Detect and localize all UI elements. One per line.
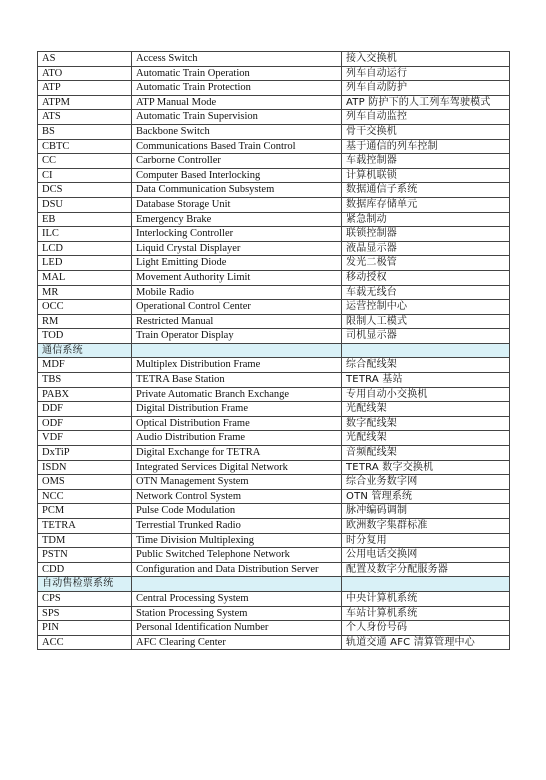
- table-row: [38, 533, 510, 548]
- table-row: [38, 300, 510, 315]
- table-row: [38, 183, 510, 198]
- table-row: [38, 241, 510, 256]
- english-term-cell: Terrestial Trunked Radio: [132, 519, 342, 534]
- table-row: [38, 402, 510, 417]
- chinese-term-cell: 移动授权: [342, 270, 510, 285]
- chinese-term-cell: 光配线架: [342, 431, 510, 446]
- table-row: [38, 475, 510, 490]
- chinese-term-cell: 专用自动小交换机: [342, 387, 510, 402]
- abbreviation-cell: AS: [38, 52, 132, 67]
- english-term-cell: Station Processing System: [132, 606, 342, 621]
- english-term-cell: Multiplex Distribution Frame: [132, 358, 342, 373]
- table-row: [38, 358, 510, 373]
- table-row: [38, 168, 510, 183]
- table-row: [38, 212, 510, 227]
- english-term-cell: Pulse Code Modulation: [132, 504, 342, 519]
- table-row: [38, 446, 510, 461]
- chinese-term-cell: TETRA 数字交换机: [342, 460, 510, 475]
- abbreviation-cell: MAL: [38, 270, 132, 285]
- table-row: [38, 66, 510, 81]
- abbreviation-cell: DCS: [38, 183, 132, 198]
- english-term-cell: Private Automatic Branch Exchange: [132, 387, 342, 402]
- abbreviation-cell: PSTN: [38, 548, 132, 563]
- table-row: [38, 562, 510, 577]
- abbreviation-cell: TBS: [38, 373, 132, 388]
- abbreviation-cell: RM: [38, 314, 132, 329]
- abbreviation-cell: CC: [38, 154, 132, 169]
- abbreviation-cell: CBTC: [38, 139, 132, 154]
- chinese-term-cell: 数据库存储单元: [342, 197, 510, 212]
- chinese-term-cell: 车载控制器: [342, 154, 510, 169]
- table-row: [38, 373, 510, 388]
- abbreviation-cell: BS: [38, 124, 132, 139]
- english-term-cell: Digital Distribution Frame: [132, 402, 342, 417]
- english-term-cell: Backbone Switch: [132, 124, 342, 139]
- chinese-term-cell: 公用电话交换网: [342, 548, 510, 563]
- english-term-cell: Automatic Train Supervision: [132, 110, 342, 125]
- abbreviation-cell: ATO: [38, 66, 132, 81]
- section-title: 自动售检票系统: [38, 577, 132, 592]
- english-term-cell: Time Division Multiplexing: [132, 533, 342, 548]
- table-row: [38, 504, 510, 519]
- english-term-cell: Mobile Radio: [132, 285, 342, 300]
- chinese-term-cell: 列车自动防护: [342, 81, 510, 96]
- english-term-cell: Train Operator Display: [132, 329, 342, 344]
- english-term-cell: Automatic Train Operation: [132, 66, 342, 81]
- english-term-cell: Database Storage Unit: [132, 197, 342, 212]
- abbreviation-cell: EB: [38, 212, 132, 227]
- english-term-cell: Light Emitting Diode: [132, 256, 342, 271]
- english-term-cell: OTN Management System: [132, 475, 342, 490]
- english-term-cell: Emergency Brake: [132, 212, 342, 227]
- english-term-cell: ATP Manual Mode: [132, 95, 342, 110]
- table-row: [38, 591, 510, 606]
- table-row: [38, 387, 510, 402]
- abbreviation-cell: PABX: [38, 387, 132, 402]
- abbreviation-cell: OCC: [38, 300, 132, 315]
- abbreviation-cell: ODF: [38, 416, 132, 431]
- table-row: [38, 52, 510, 67]
- english-term-cell: Optical Distribution Frame: [132, 416, 342, 431]
- section-header-row: [38, 343, 510, 358]
- english-term-cell: Integrated Services Digital Network: [132, 460, 342, 475]
- table-row: [38, 81, 510, 96]
- chinese-term-cell: 运营控制中心: [342, 300, 510, 315]
- table-row: [38, 110, 510, 125]
- english-term-cell: TETRA Base Station: [132, 373, 342, 388]
- abbreviation-cell: DSU: [38, 197, 132, 212]
- table-row: [38, 197, 510, 212]
- table-row: [38, 621, 510, 636]
- abbreviation-cell: NCC: [38, 489, 132, 504]
- abbreviation-cell: DxTiP: [38, 446, 132, 461]
- table-row: [38, 139, 510, 154]
- chinese-term-cell: 光配线架: [342, 402, 510, 417]
- english-term-cell: Audio Distribution Frame: [132, 431, 342, 446]
- table-row: [38, 489, 510, 504]
- chinese-term-cell: 紧急制动: [342, 212, 510, 227]
- table-row: [38, 431, 510, 446]
- english-term-cell: Data Communication Subsystem: [132, 183, 342, 198]
- section-header-row: [38, 577, 510, 592]
- table-row: [38, 227, 510, 242]
- chinese-term-cell: 音频配线架: [342, 446, 510, 461]
- abbreviation-cell: ACC: [38, 635, 132, 650]
- chinese-term-cell: 发光二极管: [342, 256, 510, 271]
- abbreviation-cell: TOD: [38, 329, 132, 344]
- chinese-term-cell: 时分复用: [342, 533, 510, 548]
- english-term-cell: Carborne Controller: [132, 154, 342, 169]
- abbreviation-cell: ILC: [38, 227, 132, 242]
- section-empty-cell: [132, 577, 342, 592]
- table-row: [38, 154, 510, 169]
- abbreviation-cell: ATP: [38, 81, 132, 96]
- chinese-term-cell: 欧洲数字集群标准: [342, 519, 510, 534]
- table-row: [38, 635, 510, 650]
- chinese-term-cell: OTN 管理系统: [342, 489, 510, 504]
- abbreviation-cell: DDF: [38, 402, 132, 417]
- english-term-cell: Configuration and Data Distribution Server: [132, 562, 342, 577]
- abbreviation-cell: CI: [38, 168, 132, 183]
- chinese-term-cell: 配置及数字分配服务器: [342, 562, 510, 577]
- table-row: [38, 519, 510, 534]
- section-empty-cell: [342, 577, 510, 592]
- chinese-term-cell: 车载无线台: [342, 285, 510, 300]
- table-row: [38, 256, 510, 271]
- english-term-cell: Access Switch: [132, 52, 342, 67]
- chinese-term-cell: ATP 防护下的人工列车驾驶模式: [342, 95, 510, 110]
- abbreviation-cell: ATPM: [38, 95, 132, 110]
- english-term-cell: Network Control System: [132, 489, 342, 504]
- english-term-cell: Communications Based Train Control: [132, 139, 342, 154]
- chinese-term-cell: 骨干交换机: [342, 124, 510, 139]
- chinese-term-cell: 个人身份号码: [342, 621, 510, 636]
- chinese-term-cell: 司机显示器: [342, 329, 510, 344]
- table-row: [38, 548, 510, 563]
- table-row: [38, 270, 510, 285]
- abbreviation-table-body: [38, 52, 510, 650]
- abbreviation-cell: MDF: [38, 358, 132, 373]
- abbreviation-cell: PIN: [38, 621, 132, 636]
- table-row: [38, 606, 510, 621]
- chinese-term-cell: 数据通信子系统: [342, 183, 510, 198]
- abbreviation-cell: VDF: [38, 431, 132, 446]
- table-row: [38, 416, 510, 431]
- english-term-cell: Computer Based Interlocking: [132, 168, 342, 183]
- abbreviation-cell: LED: [38, 256, 132, 271]
- english-term-cell: Public Switched Telephone Network: [132, 548, 342, 563]
- abbreviation-cell: CPS: [38, 591, 132, 606]
- english-term-cell: Digital Exchange for TETRA: [132, 446, 342, 461]
- english-term-cell: Personal Identification Number: [132, 621, 342, 636]
- chinese-term-cell: 数字配线架: [342, 416, 510, 431]
- abbreviation-cell: TETRA: [38, 519, 132, 534]
- abbreviation-cell: ATS: [38, 110, 132, 125]
- chinese-term-cell: 列车自动监控: [342, 110, 510, 125]
- chinese-term-cell: 液晶显示器: [342, 241, 510, 256]
- english-term-cell: Interlocking Controller: [132, 227, 342, 242]
- table-row: [38, 95, 510, 110]
- abbreviation-cell: CDD: [38, 562, 132, 577]
- chinese-term-cell: 车站计算机系统: [342, 606, 510, 621]
- section-empty-cell: [342, 343, 510, 358]
- table-row: [38, 460, 510, 475]
- chinese-term-cell: 计算机联锁: [342, 168, 510, 183]
- chinese-term-cell: 综合配线架: [342, 358, 510, 373]
- abbreviation-table: [37, 51, 510, 650]
- english-term-cell: Operational Control Center: [132, 300, 342, 315]
- english-term-cell: AFC Clearing Center: [132, 635, 342, 650]
- abbreviation-cell: PCM: [38, 504, 132, 519]
- table-row: [38, 285, 510, 300]
- english-term-cell: Movement Authority Limit: [132, 270, 342, 285]
- chinese-term-cell: 综合业务数字网: [342, 475, 510, 490]
- section-empty-cell: [132, 343, 342, 358]
- chinese-term-cell: 联锁控制器: [342, 227, 510, 242]
- chinese-term-cell: 轨道交通 AFC 清算管理中心: [342, 635, 510, 650]
- english-term-cell: Central Processing System: [132, 591, 342, 606]
- chinese-term-cell: 脉冲编码调制: [342, 504, 510, 519]
- abbreviation-cell: OMS: [38, 475, 132, 490]
- chinese-term-cell: TETRA 基站: [342, 373, 510, 388]
- table-row: [38, 124, 510, 139]
- english-term-cell: Liquid Crystal Displayer: [132, 241, 342, 256]
- section-title: 通信系统: [38, 343, 132, 358]
- english-term-cell: Automatic Train Protection: [132, 81, 342, 96]
- abbreviation-cell: LCD: [38, 241, 132, 256]
- chinese-term-cell: 限制人工模式: [342, 314, 510, 329]
- table-row: [38, 329, 510, 344]
- chinese-term-cell: 列车自动运行: [342, 66, 510, 81]
- abbreviation-cell: MR: [38, 285, 132, 300]
- abbreviation-cell: SPS: [38, 606, 132, 621]
- table-row: [38, 314, 510, 329]
- chinese-term-cell: 基于通信的列车控制: [342, 139, 510, 154]
- chinese-term-cell: 中央计算机系统: [342, 591, 510, 606]
- abbreviation-cell: ISDN: [38, 460, 132, 475]
- abbreviation-cell: TDM: [38, 533, 132, 548]
- english-term-cell: Restricted Manual: [132, 314, 342, 329]
- chinese-term-cell: 接入交换机: [342, 52, 510, 67]
